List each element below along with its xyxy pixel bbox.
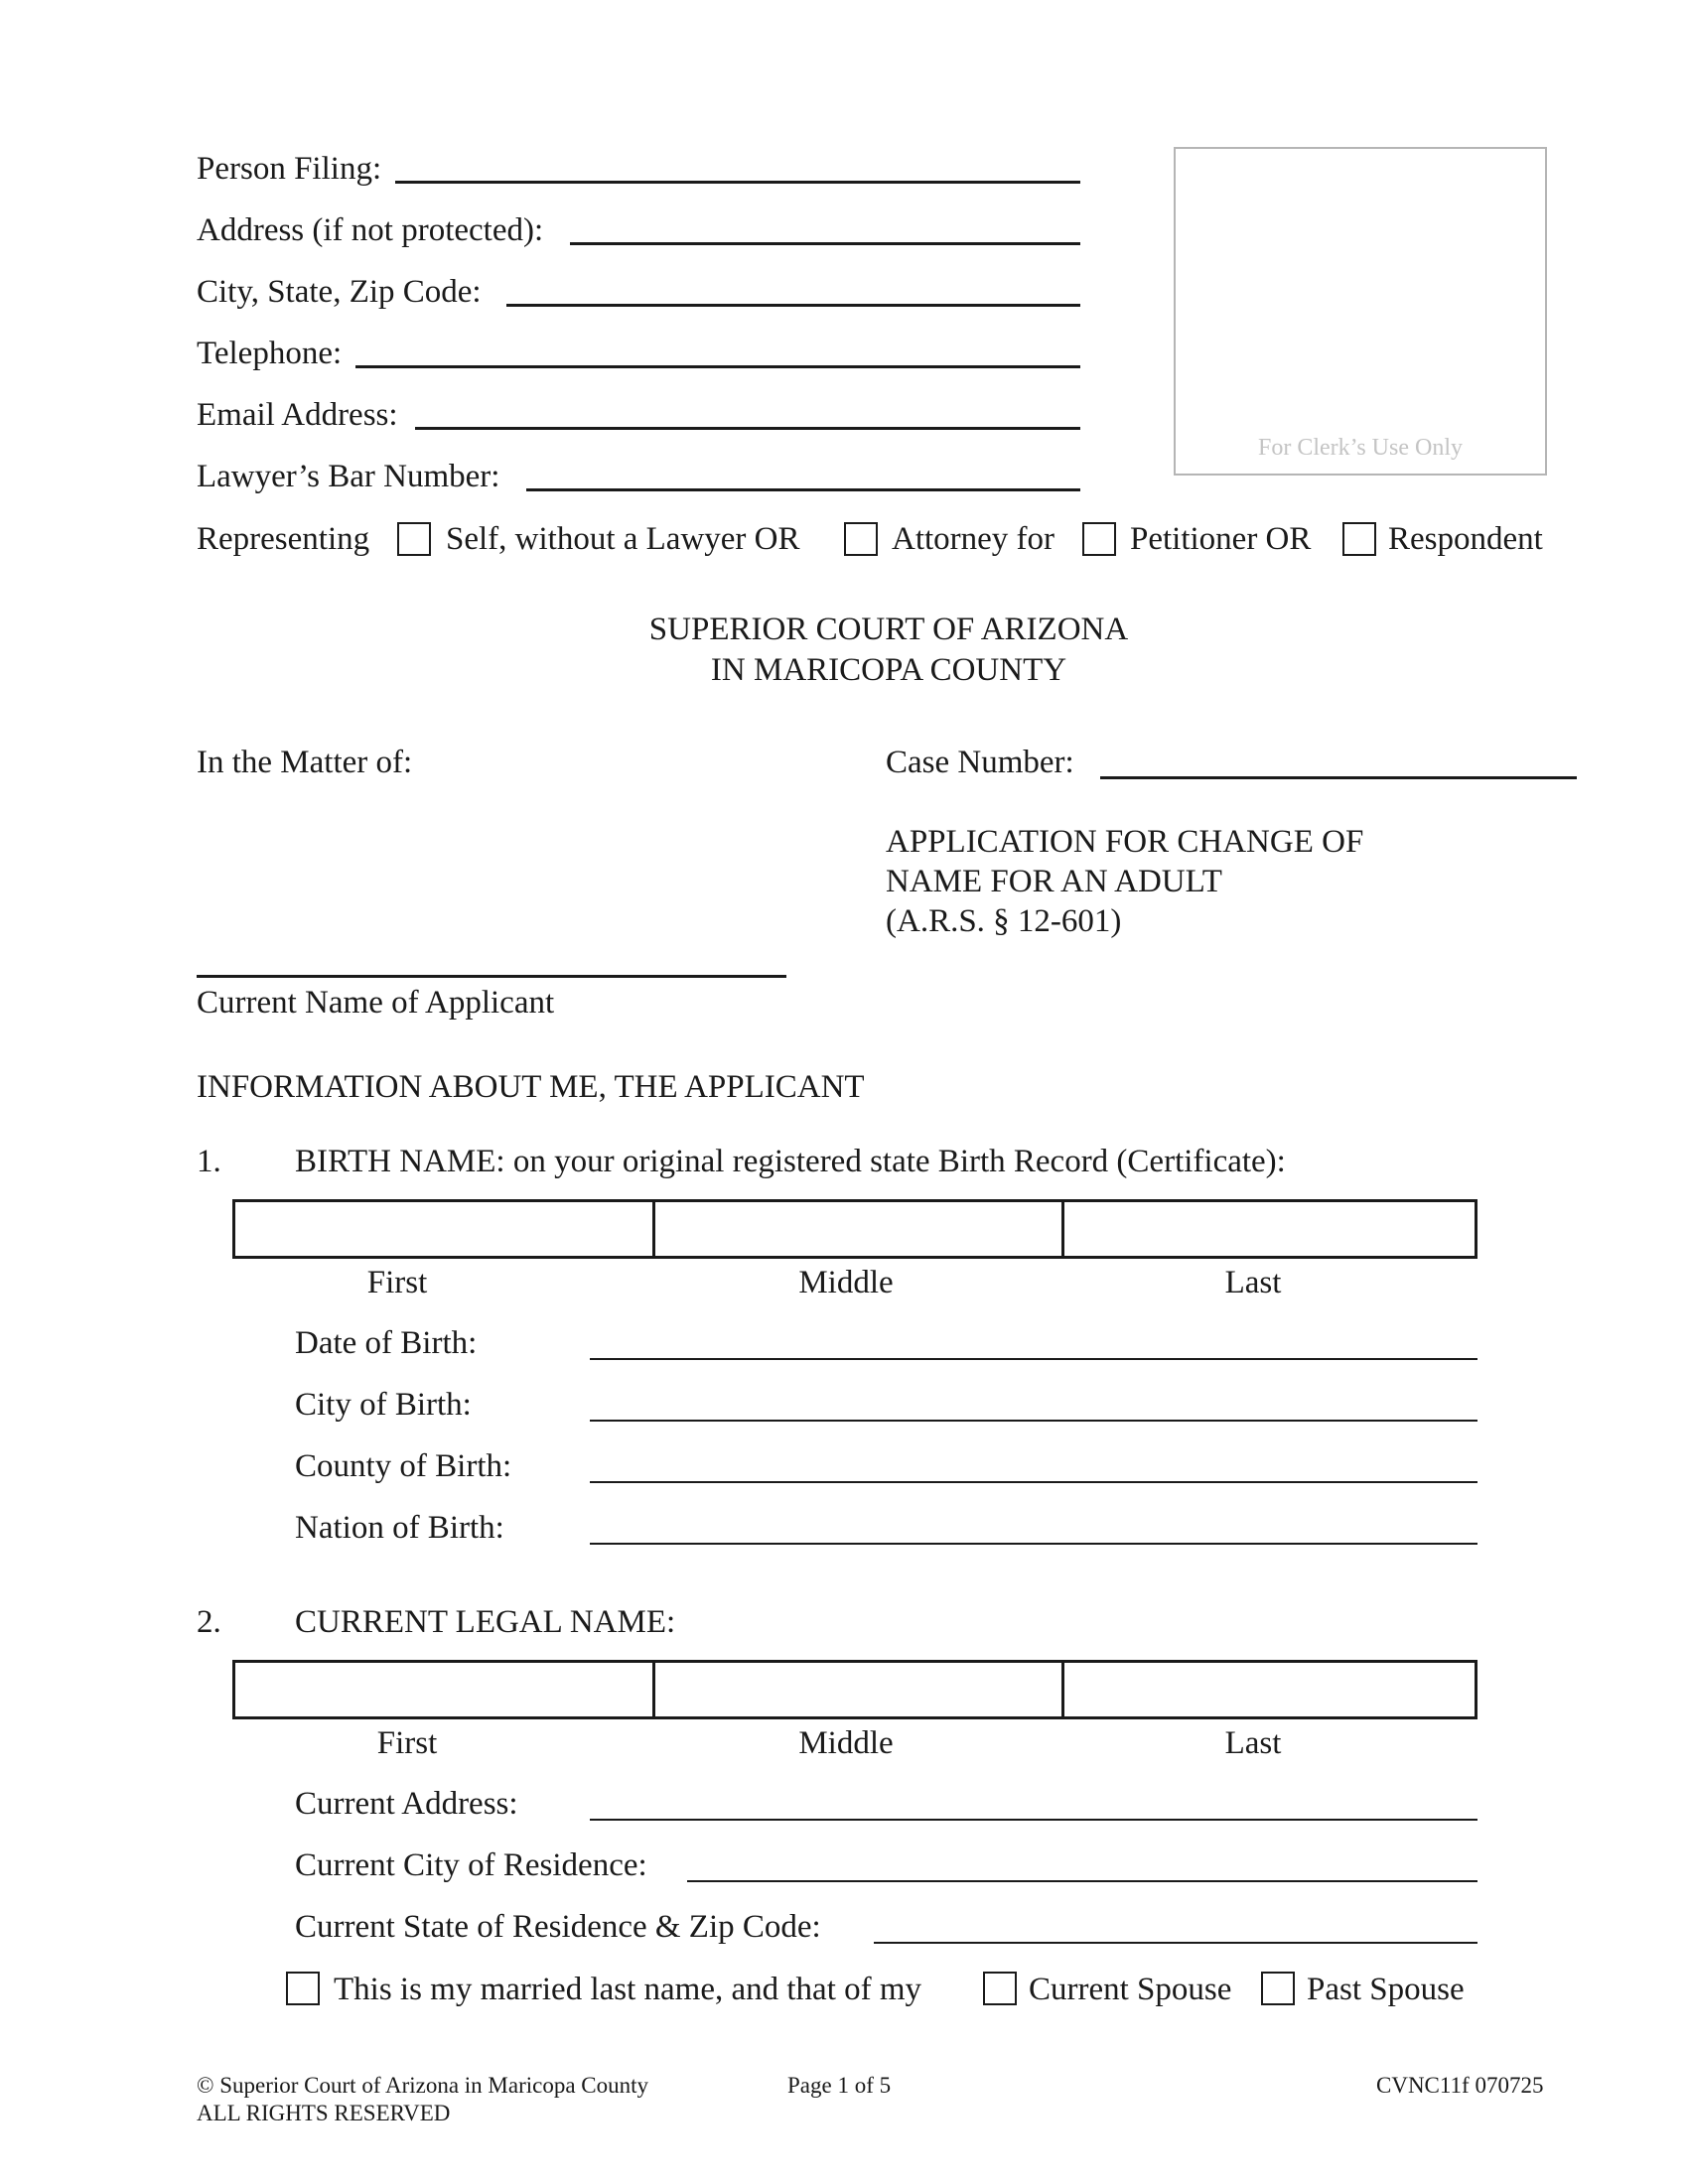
married-name-checkbox[interactable] — [286, 1972, 320, 2005]
current-state-zip-label: Current State of Residence & Zip Code: — [295, 1909, 821, 1945]
respondent-checkbox[interactable] — [1342, 522, 1376, 556]
clerk-use-box — [1174, 147, 1547, 476]
birth-first-label: First — [366, 1265, 428, 1300]
court-name-line2: IN MARICOPA COUNTY — [710, 652, 1067, 688]
item2-title: CURRENT LEGAL NAME: — [295, 1604, 676, 1640]
city-state-zip-field[interactable] — [506, 304, 1080, 307]
current-city-field[interactable] — [687, 1880, 1477, 1882]
telephone-label: Telephone: — [197, 336, 343, 371]
case-number-label: Case Number: — [886, 745, 1074, 780]
item1-title: BIRTH NAME: on your original registered state Birth Record (Certificate): — [295, 1144, 1286, 1179]
clerk-use-label: For Clerk’s Use Only — [1258, 435, 1463, 461]
matter-of-label: In the Matter of: — [197, 745, 413, 780]
petitioner-option-label: Petitioner OR — [1130, 521, 1312, 557]
footer-page-number: Page 1 of 5 — [787, 2073, 892, 2098]
date-of-birth-field[interactable] — [590, 1358, 1477, 1360]
representing-label: Representing — [197, 521, 370, 557]
bar-number-label: Lawyer’s Bar Number: — [197, 459, 500, 494]
person-filing-label: Person Filing: — [197, 151, 382, 187]
self-checkbox[interactable] — [397, 522, 431, 556]
current-middle-name-cell[interactable] — [654, 1662, 1063, 1718]
person-filing-field[interactable] — [395, 181, 1080, 184]
county-of-birth-field[interactable] — [590, 1481, 1477, 1483]
current-city-label: Current City of Residence: — [295, 1847, 647, 1883]
current-first-label: First — [376, 1725, 438, 1761]
current-address-label: Current Address: — [295, 1786, 518, 1822]
birth-last-label: Last — [1224, 1265, 1282, 1300]
date-of-birth-label: Date of Birth: — [295, 1325, 478, 1361]
petitioner-checkbox[interactable] — [1082, 522, 1116, 556]
item1-number: 1. — [197, 1144, 221, 1179]
current-address-field[interactable] — [590, 1819, 1477, 1821]
birth-first-name-cell[interactable] — [234, 1201, 654, 1258]
email-field[interactable] — [415, 427, 1080, 430]
attorney-option-label: Attorney for — [892, 521, 1055, 557]
current-first-name-cell[interactable] — [234, 1662, 654, 1718]
doc-title-line1: APPLICATION FOR CHANGE OF — [886, 824, 1364, 860]
email-label: Email Address: — [197, 397, 398, 433]
birth-name-table — [232, 1199, 1477, 1259]
doc-title-line3: (A.R.S. § 12-601) — [886, 903, 1122, 939]
current-state-zip-field[interactable] — [874, 1942, 1477, 1944]
attorney-checkbox[interactable] — [844, 522, 878, 556]
doc-title-line2: NAME FOR AN ADULT — [886, 864, 1222, 899]
city-state-zip-label: City, State, Zip Code: — [197, 274, 482, 310]
address-field[interactable] — [570, 242, 1080, 245]
court-name-line1: SUPERIOR COURT OF ARIZONA — [648, 612, 1129, 647]
bar-number-field[interactable] — [526, 488, 1080, 491]
nation-of-birth-label: Nation of Birth: — [295, 1510, 504, 1546]
past-spouse-label: Past Spouse — [1307, 1972, 1465, 2007]
current-name-field[interactable] — [197, 975, 786, 978]
footer-copyright: © Superior Court of Arizona in Maricopa County — [197, 2073, 649, 2098]
current-name-label: Current Name of Applicant — [197, 985, 555, 1021]
birth-last-name-cell[interactable] — [1063, 1201, 1477, 1258]
address-label: Address (if not protected): — [197, 212, 544, 248]
current-spouse-checkbox[interactable] — [983, 1972, 1017, 2005]
birth-middle-name-cell[interactable] — [654, 1201, 1063, 1258]
current-spouse-label: Current Spouse — [1029, 1972, 1232, 2007]
city-of-birth-field[interactable] — [590, 1420, 1477, 1422]
footer-form-code: CVNC11f 070725 — [1376, 2073, 1544, 2098]
case-number-field[interactable] — [1100, 776, 1577, 779]
city-of-birth-label: City of Birth: — [295, 1387, 472, 1423]
item2-number: 2. — [197, 1604, 221, 1640]
telephone-field[interactable] — [355, 365, 1080, 368]
birth-middle-label: Middle — [798, 1265, 894, 1300]
past-spouse-checkbox[interactable] — [1261, 1972, 1295, 2005]
county-of-birth-label: County of Birth: — [295, 1448, 512, 1484]
nation-of-birth-field[interactable] — [590, 1543, 1477, 1545]
section-heading: INFORMATION ABOUT ME, THE APPLICANT — [197, 1069, 865, 1105]
respondent-option-label: Respondent — [1388, 521, 1543, 557]
current-last-label: Last — [1224, 1725, 1282, 1761]
current-last-name-cell[interactable] — [1063, 1662, 1477, 1718]
married-name-text: This is my married last name, and that of my — [334, 1972, 922, 2007]
current-name-table — [232, 1660, 1477, 1719]
self-option-label: Self, without a Lawyer OR — [446, 521, 800, 557]
current-middle-label: Middle — [798, 1725, 894, 1761]
footer-rights: ALL RIGHTS RESERVED — [197, 2101, 451, 2125]
